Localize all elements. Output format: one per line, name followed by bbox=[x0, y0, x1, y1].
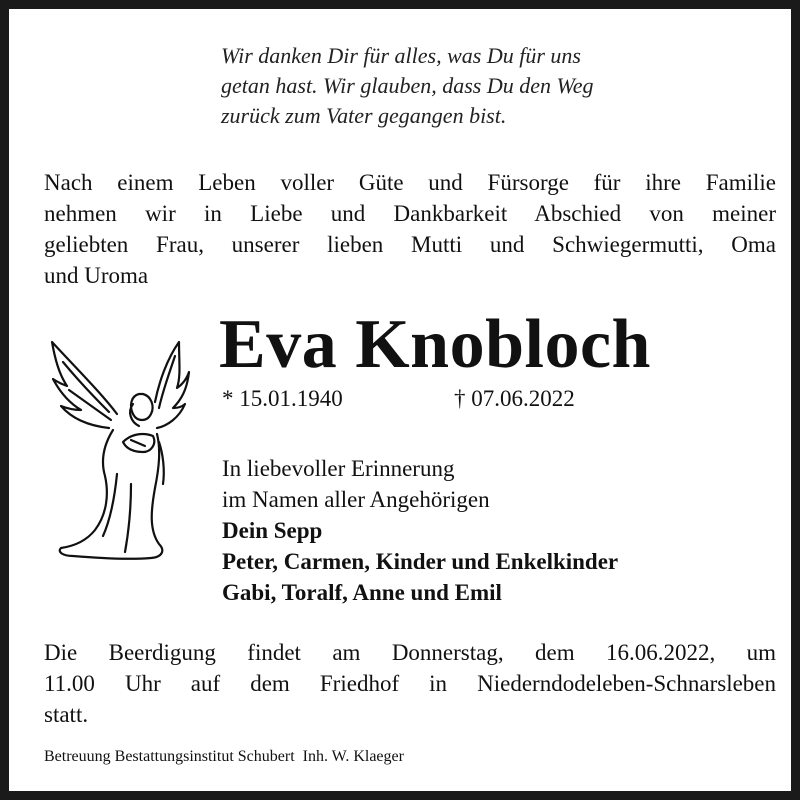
family-member-line: Gabi, Toralf, Anne und Emil bbox=[222, 580, 502, 605]
burial-line: 11.00 Uhr auf dem Friedhof in Niederndodeleben-Schnarsleben bbox=[44, 671, 776, 696]
family-member-line: Dein Sepp bbox=[222, 518, 323, 543]
family-member-line: Peter, Carmen, Kinder und Enkelkinder bbox=[222, 549, 619, 574]
quote-line: getan hast. Wir glauben, dass Du den Weg bbox=[221, 73, 594, 98]
burial-line: statt. bbox=[44, 702, 89, 727]
memory-line: im Namen aller Angehörigen bbox=[222, 487, 490, 512]
intro-line: Nach einem Leben voller Güte und Fürsorge für ihre Familie bbox=[44, 170, 776, 195]
quote-line: zurück zum Vater gegangen bist. bbox=[221, 103, 507, 128]
deceased-name: Eva Knobloch bbox=[219, 306, 651, 383]
intro-line: nehmen wir in Liebe und Dankbarkeit Abschied von meiner bbox=[44, 201, 776, 226]
death-date: † 07.06.2022 bbox=[454, 386, 575, 411]
quote-text bbox=[221, 41, 701, 131]
intro-line: und Uroma bbox=[44, 263, 149, 288]
intro-line: geliebten Frau, unserer lieben Mutti und Schwiegermutti, Oma bbox=[44, 232, 776, 257]
birth-date: * 15.01.1940 bbox=[222, 386, 343, 411]
memory-line: In liebevoller Erinnerung bbox=[222, 456, 455, 481]
funeral-home-credit: Betreuung Bestattungsinstitut Schubert Inh. W. Klaeger bbox=[44, 748, 404, 765]
angel-icon bbox=[47, 334, 197, 574]
intro-paragraph bbox=[44, 167, 776, 291]
quote-line: Wir danken Dir für alles, was Du für uns bbox=[221, 43, 581, 68]
burial-notice bbox=[44, 637, 776, 730]
burial-line: Die Beerdigung findet am Donnerstag, dem 16.06.2022, um bbox=[44, 640, 776, 665]
memorial-block bbox=[222, 453, 618, 608]
